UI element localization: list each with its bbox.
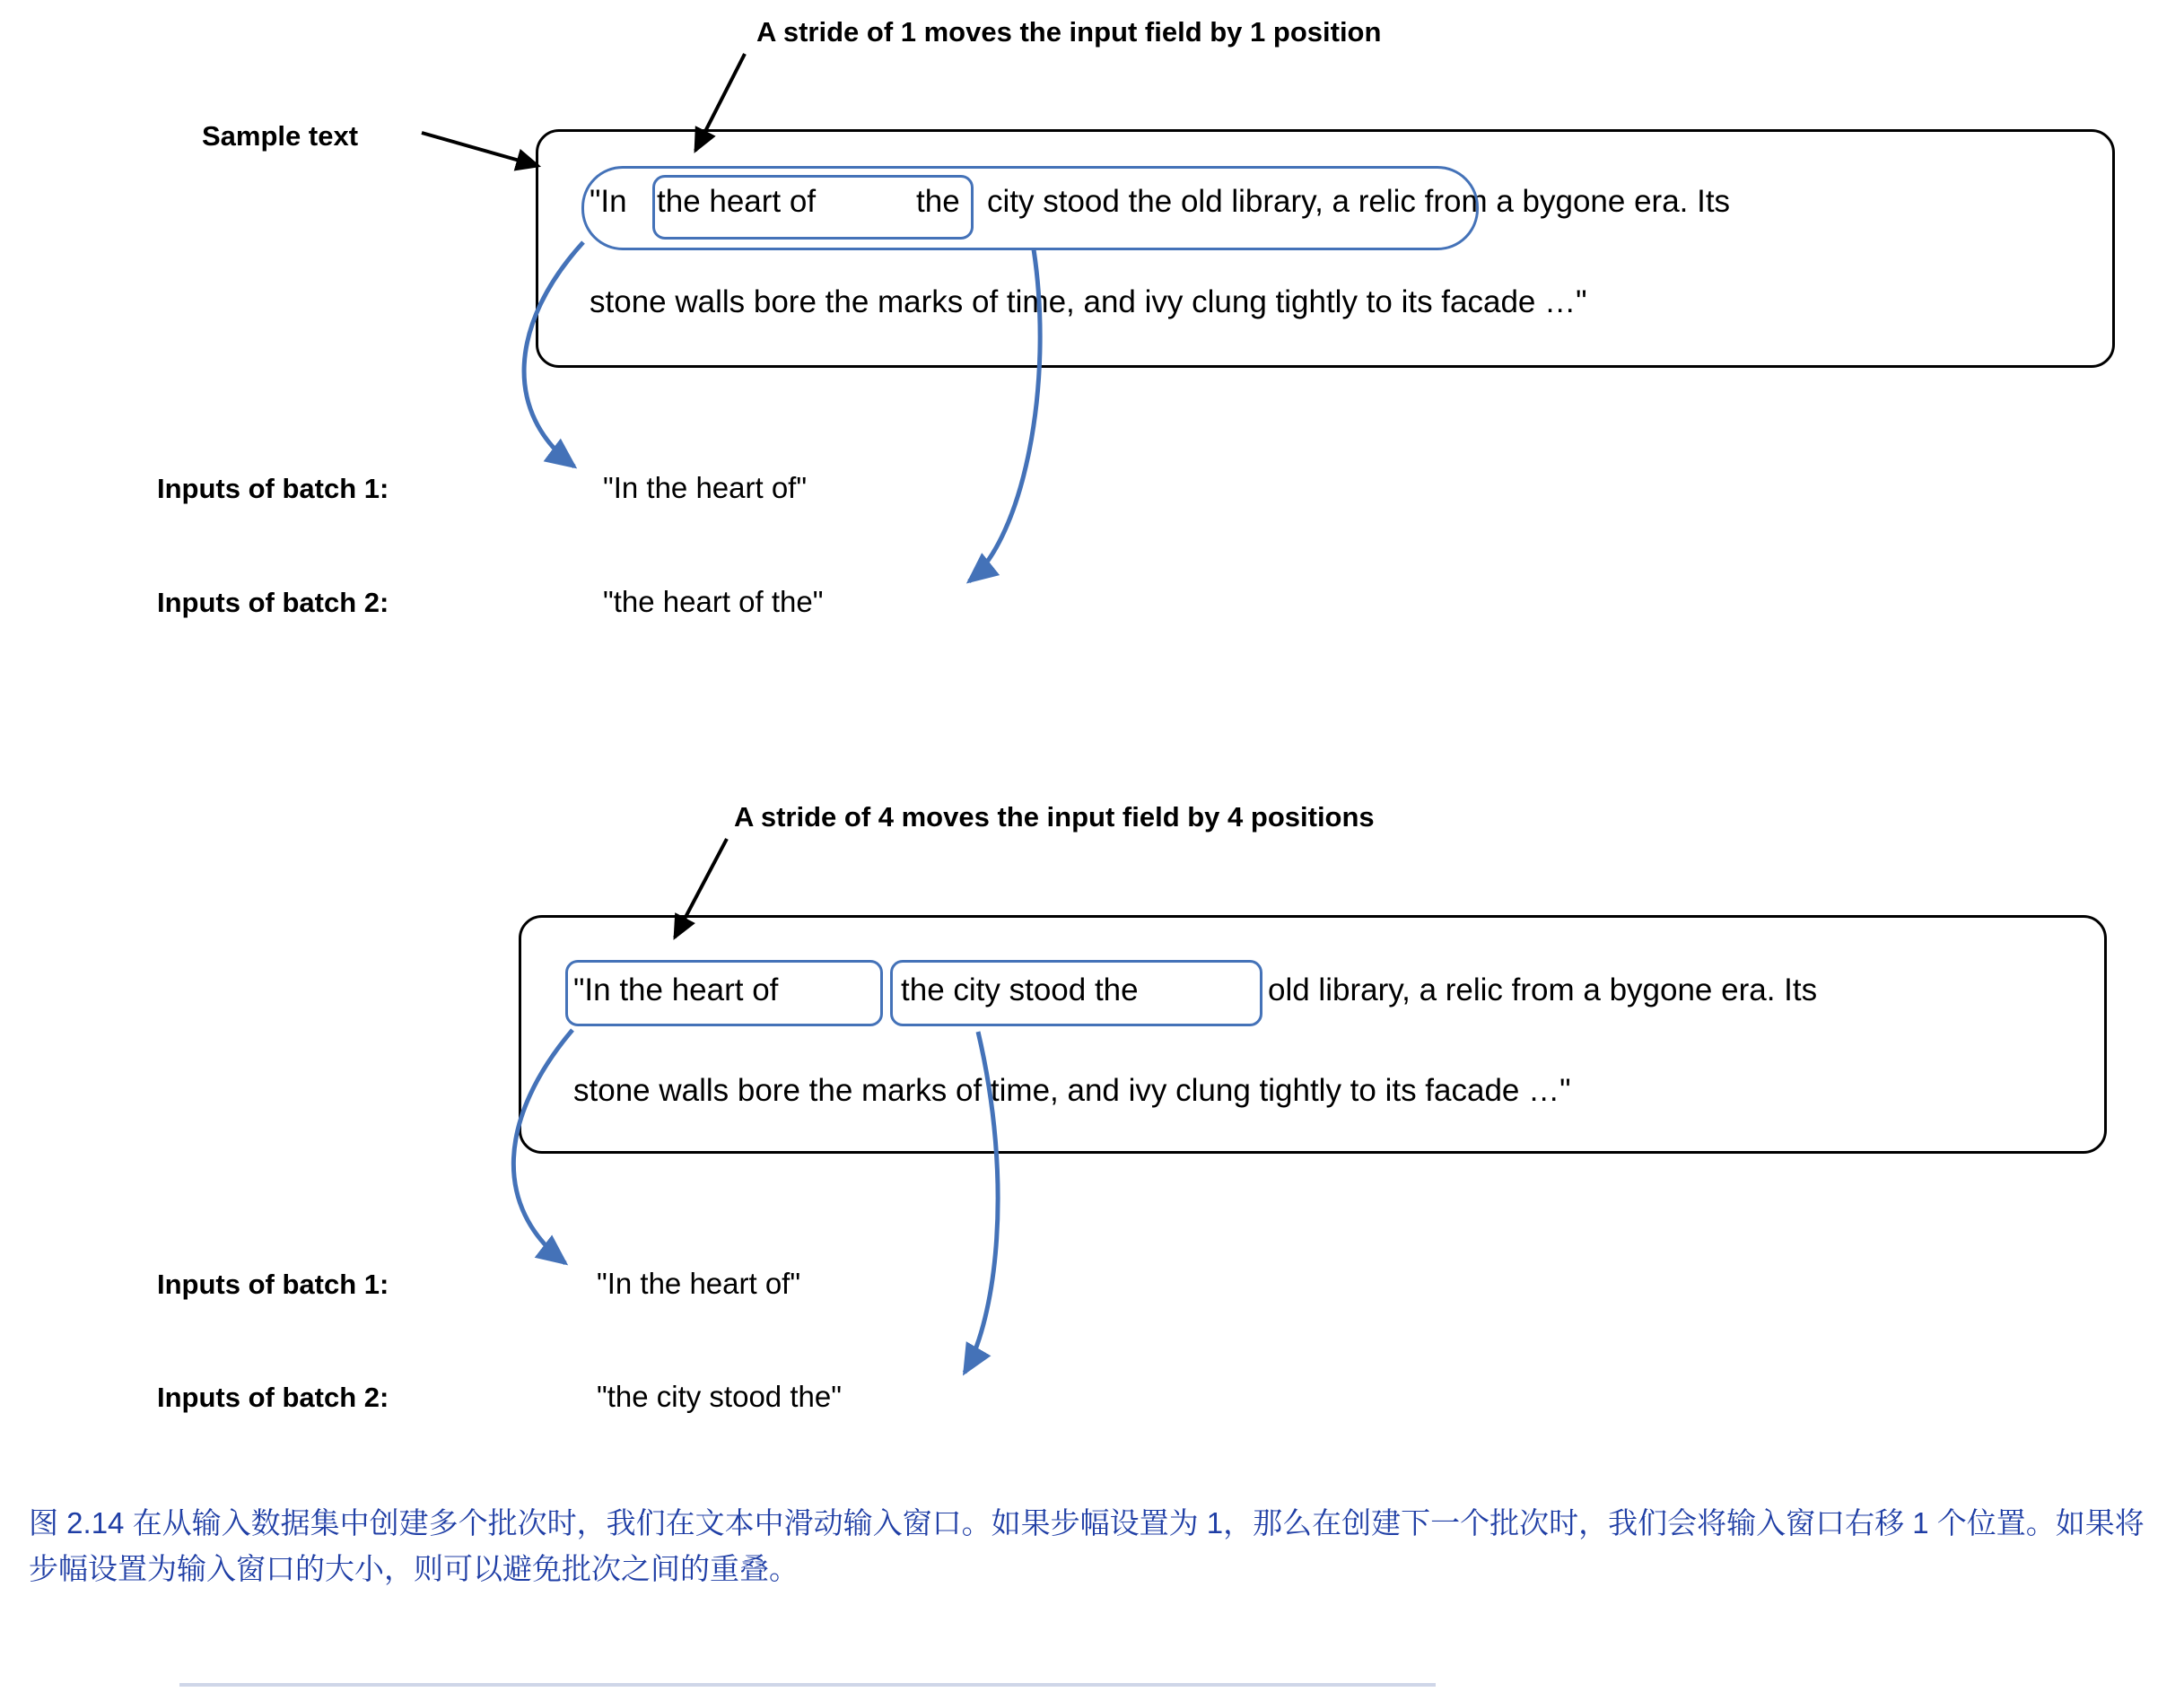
panel2-sentence-line2: stone walls bore the marks of time, and ivy clung tightly to its facade …" [573, 1073, 1571, 1108]
panel1-batch1-label: Inputs of batch 1: [157, 473, 389, 504]
panel2-batch1-value: "In the heart of" [597, 1267, 801, 1300]
panel2-window-batch2 [890, 960, 1262, 1026]
caption-bottom-rule [179, 1683, 1436, 1687]
figure-caption: 图 2.14 在从输入数据集中创建多个批次时，我们在文本中滑动输入窗口。如果步幅设置为 1，那么在创建下一个批次时，我们会将输入窗口右移 1 个位置。如果将步幅设置为输入窗口的大小，则可以避免批次之间的重叠。 [29, 1506, 2145, 1586]
panel1-batch1-value: "In the heart of" [603, 471, 808, 504]
panel1-batch2-value: "the heart of the" [603, 585, 824, 618]
sample-text-label: Sample text [202, 120, 359, 152]
panel1-sentence-window2-tail: the [916, 184, 960, 219]
panel1-sample-text-arrow [422, 133, 538, 166]
panel1-sentence-window1-tail: the heart of [657, 184, 817, 219]
panel1-annotation: A stride of 1 moves the input field by 1 position [756, 16, 1382, 48]
panel2-batch2-value: "the city stood the" [597, 1380, 842, 1413]
panel2-sentence-window2: the city stood the [901, 972, 1139, 1007]
panel2-sentence-window1: "In the heart of [573, 972, 779, 1007]
panel2-batch1-label: Inputs of batch 1: [157, 1269, 389, 1300]
panel2-annotation: A stride of 4 moves the input field by 4 positions [734, 801, 1375, 833]
panel1-sentence-line2: stone walls bore the marks of time, and ivy clung tightly to its facade …" [590, 284, 1587, 319]
panel2-window-batch1 [565, 960, 883, 1026]
panel2-text-container [519, 915, 2107, 1154]
panel2-sentence-rest-line1: old library, a relic from a bygone era. Its [1268, 972, 1818, 1007]
panel2-batch2-label: Inputs of batch 2: [157, 1382, 389, 1413]
panel1-batch2-label: Inputs of batch 2: [157, 587, 389, 618]
panel1-window-batch2 [652, 175, 974, 240]
panel1-sentence-rest-line1: city stood the old library, a relic from a bygone era. Its [987, 184, 1731, 219]
panel1-sentence-quote-open: "In [590, 184, 627, 219]
